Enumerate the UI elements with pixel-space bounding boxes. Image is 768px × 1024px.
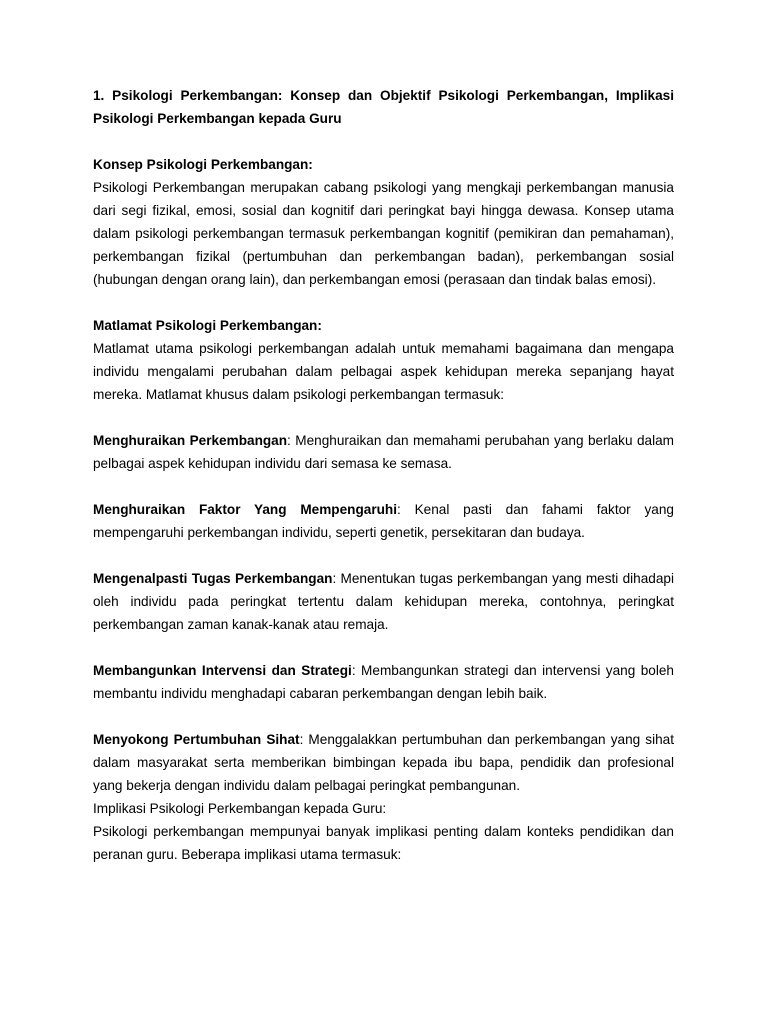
goal-term: Menghuraikan Faktor Yang Mempengaruhi <box>93 502 397 517</box>
goal-paragraph-5 <box>93 728 674 797</box>
goal-paragraph-2 <box>93 498 674 544</box>
goal-paragraph-1 <box>93 429 674 475</box>
goal-text: : Membangunkan strategi dan intervensi yang boleh membantu individu menghadapi cabaran perkembangan dengan lebih baik. <box>93 663 674 701</box>
goal-text: : Kenal pasti dan fahami faktor yang mempengaruhi perkembangan individu, seperti genetik, persekitaran dan budaya. <box>93 502 674 540</box>
konsep-paragraph: Psikologi Perkembangan merupakan cabang psikologi yang mengkaji perkembangan manusia dari segi fizikal, emosi, sosial dan kognitif dari peringkat bayi hingga dewasa. Konsep utama dalam psikologi perkembangan termasuk perkembangan kognitif (pemikiran dan pemahaman), perkembangan fizikal (pertumbuhan dan perkembangan badan), perkembangan sosial (hubungan dengan orang lain), dan perkembangan emosi (perasaan dan tindak balas emosi). <box>93 180 674 287</box>
goal-text: : Menentukan tugas perkembangan yang mesti dihadapi oleh individu pada peringkat tertentu dalam kehidupan mereka, contohnya, peringkat perkembangan zaman kanak-kanak atau remaja. <box>93 571 674 632</box>
goal-term: Mengenalpasti Tugas Perkembangan <box>93 571 333 586</box>
matlamat-heading: Matlamat Psikologi Perkembangan: <box>93 318 322 333</box>
goal-term: Membangunkan Intervensi dan Strategi <box>93 663 352 678</box>
goal-paragraph-4 <box>93 659 674 705</box>
goal-text: : Menghuraikan dan memahami perubahan yang berlaku dalam pelbagai aspek kehidupan individu dari semasa ke semasa. <box>93 433 674 471</box>
goal-paragraph-3 <box>93 567 674 636</box>
konsep-heading: Konsep Psikologi Perkembangan: <box>93 157 313 172</box>
goal-term: Menghuraikan Perkembangan <box>93 433 288 448</box>
goal-text: : Menggalakkan pertumbuhan dan perkembangan yang sihat dalam masyarakat serta memberikan bimbingan kepada ibu bapa, pendidik dan profesional yang bekerja dengan individu dalam pelbagai peringkat pembangunan. <box>93 732 674 793</box>
matlamat-paragraph: Matlamat utama psikologi perkembangan adalah untuk memahami bagaimana dan mengapa individu mengalami perubahan dalam pelbagai aspek kehidupan mereka sepanjang hayat mereka. Matlamat khusus dalam psikologi perkembangan termasuk: <box>93 341 674 402</box>
goal-term: Menyokong Pertumbuhan Sihat <box>93 732 300 747</box>
implikasi-paragraph: Psikologi perkembangan mempunyai banyak implikasi penting dalam konteks pendidikan dan peranan guru. Beberapa implikasi utama termasuk: <box>93 824 674 862</box>
document-title: 1. Psikologi Perkembangan: Konsep dan Objektif Psikologi Perkembangan, Implikasi Psikologi Perkembangan kepada Guru <box>93 88 674 126</box>
document-page <box>93 84 674 866</box>
implikasi-heading: Implikasi Psikologi Perkembangan kepada Guru: <box>93 801 387 816</box>
